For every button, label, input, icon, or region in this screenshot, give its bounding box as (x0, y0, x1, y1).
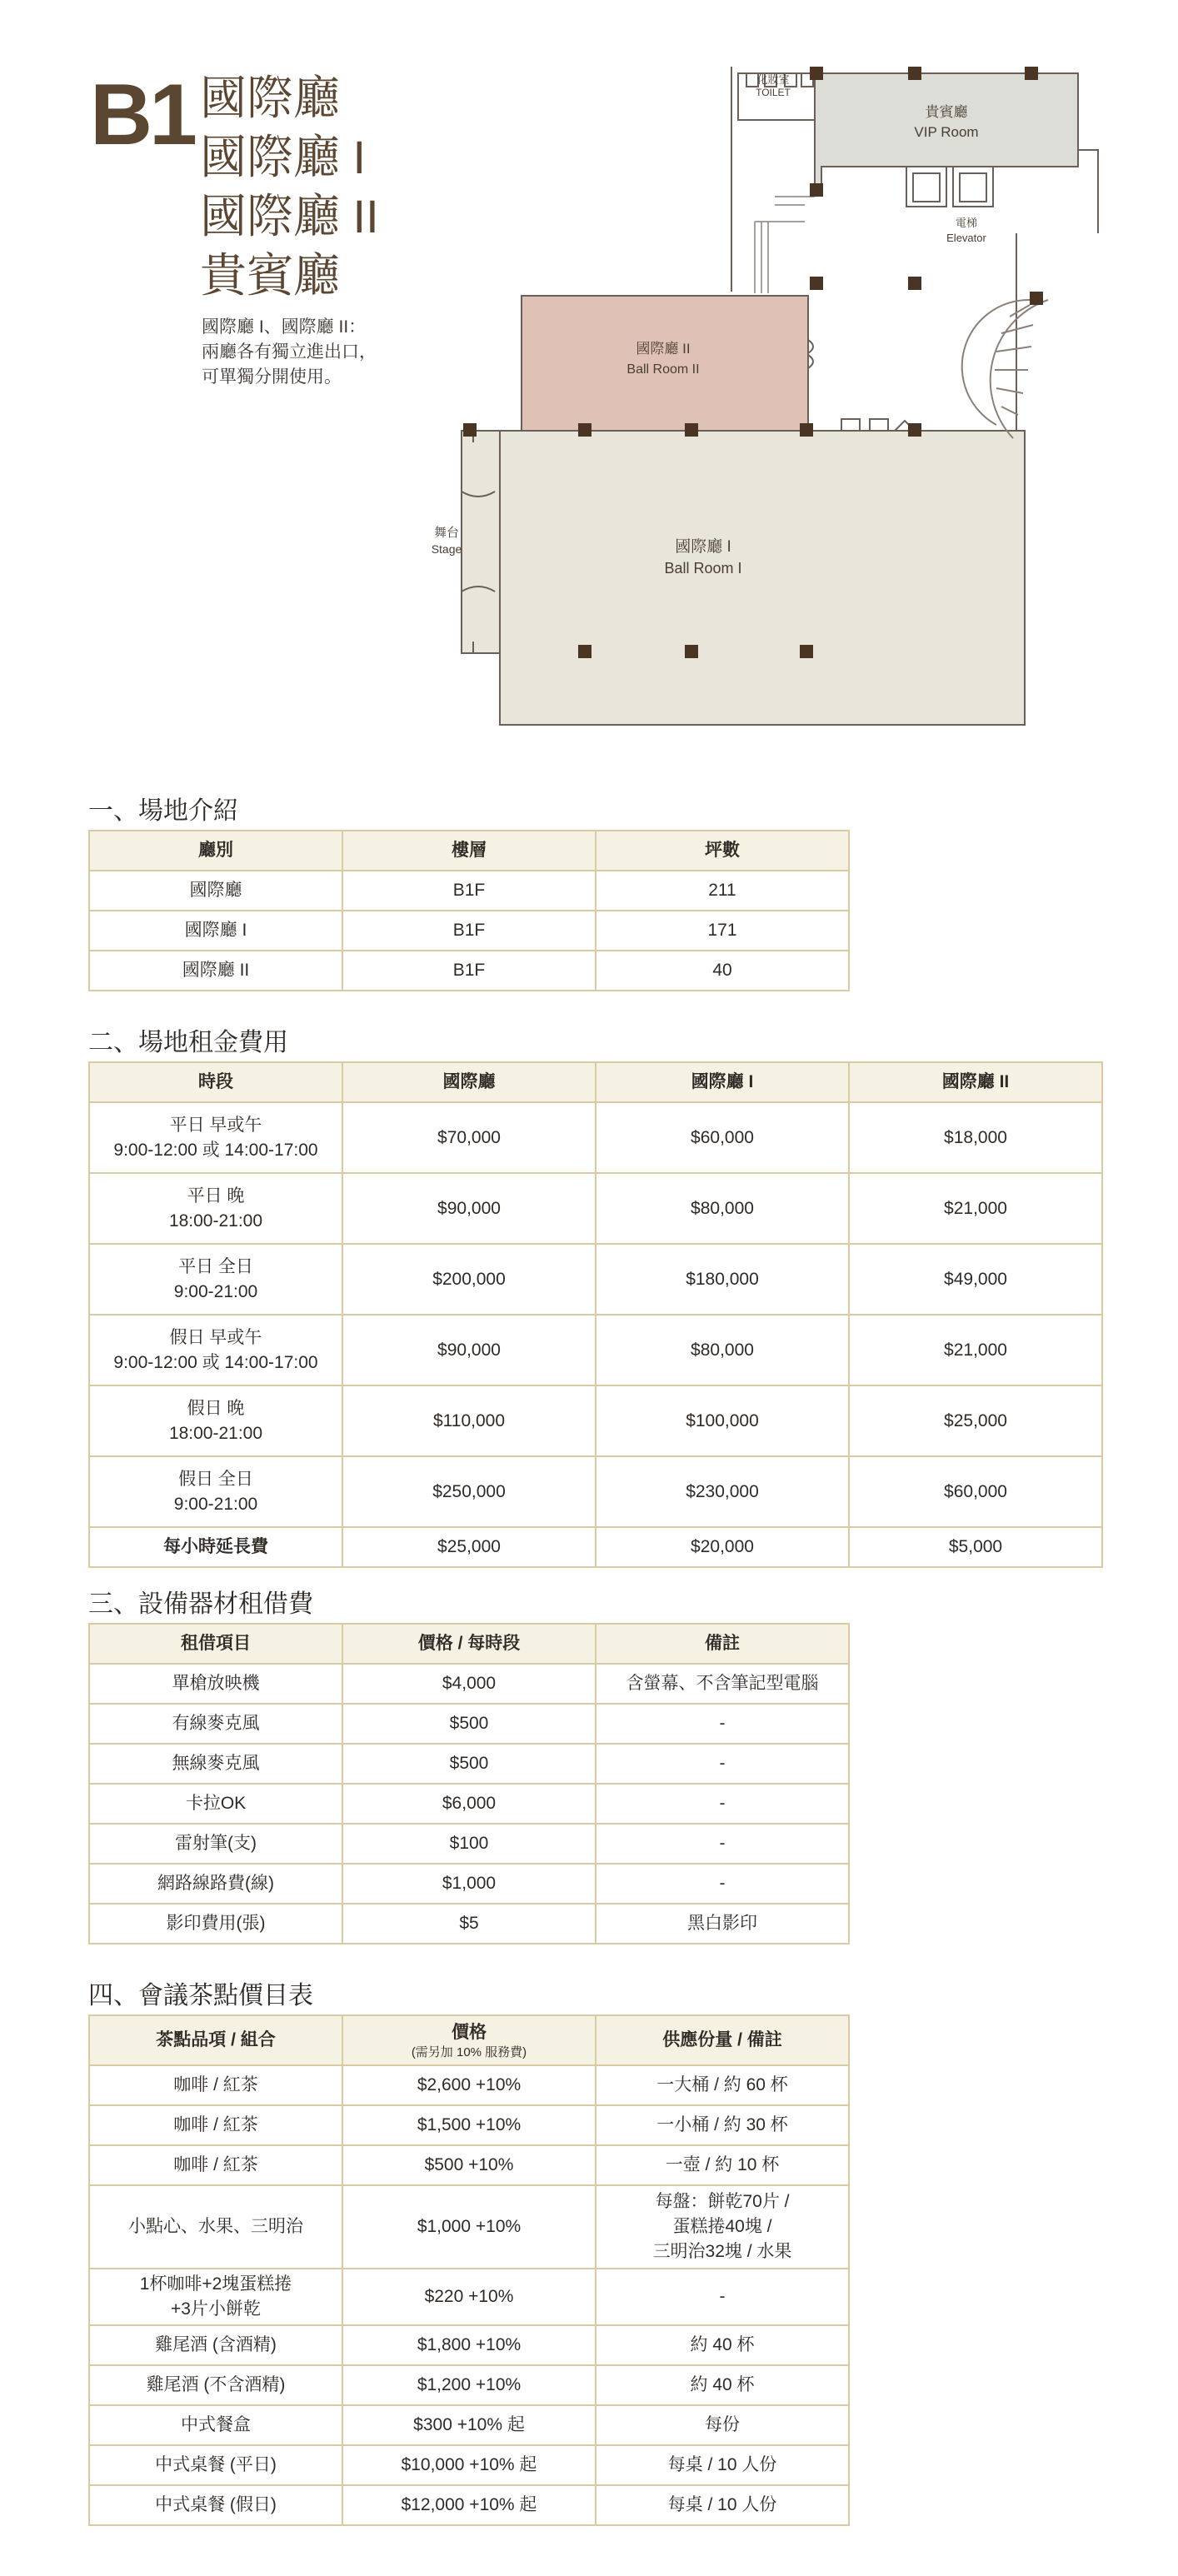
note-cell: - (596, 1744, 849, 1784)
column-header: 租借項目 (89, 1624, 342, 1664)
column-mark (810, 277, 823, 290)
table-row (89, 1315, 1102, 1385)
price-cell: $12,000 +10% 起 (342, 2485, 596, 2525)
table-row (89, 1824, 849, 1864)
table-row (89, 951, 849, 991)
serving-cell: 每份 (596, 2405, 849, 2445)
price-cell: $230,000 (596, 1456, 849, 1527)
price-cell: $25,000 (342, 1527, 596, 1567)
table-row (89, 1784, 849, 1824)
time-slot-cell (89, 1244, 342, 1315)
hall-title: 國際廳 I (200, 131, 367, 183)
column-mark (685, 423, 698, 437)
time-slot-label: 平日 早或午 (169, 1115, 262, 1135)
time-slot-hours: 9:00-12:00 或 14:00-17:00 (113, 1140, 318, 1160)
note-cell: - (596, 1824, 849, 1864)
column-mark (685, 645, 698, 658)
time-slot-cell (89, 1102, 342, 1173)
item-cell: 雷射筆(支) (89, 1824, 342, 1864)
column-header: 國際廳 II (849, 1062, 1102, 1102)
stage-label-en: Stage (431, 542, 462, 556)
price-cell: $200,000 (342, 1244, 596, 1315)
item-cell: 影印費用(張) (89, 1904, 342, 1944)
table-row (89, 1704, 849, 1744)
area-cell: 171 (596, 911, 849, 951)
time-slot-label: 假日 晚 (187, 1398, 245, 1418)
ballroom-ii-label-en: Ball Room II (626, 362, 700, 377)
price-cell: $60,000 (596, 1102, 849, 1173)
ballroom-i (462, 431, 1025, 725)
column-header: 時段 (89, 1062, 342, 1102)
table-row (89, 2185, 849, 2269)
column-mark (908, 67, 921, 80)
floor-cell: B1F (342, 911, 596, 951)
item-cell: 單槍放映機 (89, 1664, 342, 1704)
rent-table (88, 1061, 1103, 1568)
table-row (89, 2145, 849, 2185)
column-header: 樓層 (342, 831, 596, 871)
price-cell: $110,000 (342, 1385, 596, 1456)
item-cell: 中式桌餐 (假日) (89, 2485, 342, 2525)
price-cell: $500 (342, 1744, 596, 1784)
hall-title-list (200, 68, 379, 305)
price-cell: $20,000 (596, 1527, 849, 1567)
price-cell: $1,000 (342, 1864, 596, 1904)
column-header: 備註 (596, 1624, 849, 1664)
table-row (89, 1527, 1102, 1567)
service-charge-note: (需另加 10% 服務費) (411, 2045, 527, 2059)
price-cell: $21,000 (849, 1315, 1102, 1385)
column-mark (810, 67, 823, 80)
hall-name-cell: 國際廳 (89, 871, 342, 911)
table-row (89, 2405, 849, 2445)
column-header: 廳別 (89, 831, 342, 871)
serving-cell: 約 40 杯 (596, 2365, 849, 2405)
rent-section-title: 二、場地租金費用 (88, 1029, 288, 1056)
item-cell: 網路線路費(線) (89, 1864, 342, 1904)
item-cell: 有線麥克風 (89, 1704, 342, 1744)
venue-section-title: 一、場地介紹 (88, 797, 238, 825)
time-slot-label: 平日 晚 (187, 1186, 245, 1206)
price-header-label: 價格 (452, 2023, 487, 2042)
vip-label: 貴賓廳 (925, 104, 968, 120)
serving-cell: 約 40 杯 (596, 2325, 849, 2365)
column-mark (908, 423, 921, 437)
time-slot-cell (89, 1456, 342, 1527)
table-row (89, 1244, 1102, 1315)
table-row (89, 1664, 849, 1704)
note-cell: 黑白影印 (596, 1904, 849, 1944)
hall-note (202, 315, 377, 390)
area-cell: 211 (596, 871, 849, 911)
table-row (89, 2485, 849, 2525)
time-slot-hours: 9:00-21:00 (173, 1494, 258, 1514)
elevator-label-en: Elevator (946, 232, 986, 244)
table-header-row (89, 831, 849, 871)
equipment-section-title: 三、設備器材租借費 (88, 1590, 313, 1618)
item-cell: 中式桌餐 (平日) (89, 2445, 342, 2485)
time-slot-label: 假日 全日 (178, 1469, 253, 1489)
price-cell: $80,000 (596, 1173, 849, 1244)
price-cell: $18,000 (849, 1102, 1102, 1173)
price-cell: $90,000 (342, 1315, 596, 1385)
hall-title: 國際廳 II (200, 190, 379, 242)
price-cell: $500 +10% (342, 2145, 596, 2185)
table-row (89, 2065, 849, 2105)
item-cell: 咖啡 / 紅茶 (89, 2105, 342, 2145)
tea-table (88, 2014, 850, 2526)
price-cell: $2,600 +10% (342, 2065, 596, 2105)
hall-name-cell: 國際廳 I (89, 911, 342, 951)
note-cell: - (596, 1864, 849, 1904)
table-row (89, 1744, 849, 1784)
price-cell: $60,000 (849, 1456, 1102, 1527)
toilet-label-en: TOILET (756, 87, 791, 98)
item-cell: 雞尾酒 (不含酒精) (89, 2365, 342, 2405)
item-cell: 雞尾酒 (含酒精) (89, 2325, 342, 2365)
column-header: 國際廳 (342, 1062, 596, 1102)
serving-cell: 一大桶 / 約 60 杯 (596, 2065, 849, 2105)
serving-cell: 每桌 / 10 人份 (596, 2445, 849, 2485)
tea-section-title: 四、會議茶點價目表 (88, 1982, 313, 2009)
time-slot-label: 假日 早或午 (169, 1327, 262, 1347)
serving-cell: 每桌 / 10 人份 (596, 2485, 849, 2525)
price-cell: $300 +10% 起 (342, 2405, 596, 2445)
column-mark (908, 277, 921, 290)
table-header-row (89, 2015, 849, 2065)
vip-label-en: VIP Room (914, 124, 979, 140)
price-cell: $5,000 (849, 1527, 1102, 1567)
column-mark (578, 423, 591, 437)
column-header: 國際廳 I (596, 1062, 849, 1102)
price-cell: $220 +10% (342, 2269, 596, 2325)
price-cell: $1,000 +10% (342, 2185, 596, 2269)
time-slot-hours: 18:00-21:00 (168, 1423, 263, 1443)
item-cell: 卡拉OK (89, 1784, 342, 1824)
table-row (89, 1456, 1102, 1527)
column-mark (810, 183, 823, 197)
price-cell: $250,000 (342, 1456, 596, 1527)
table-row (89, 911, 849, 951)
hall-name-cell: 國際廳 II (89, 951, 342, 991)
table-row (89, 1173, 1102, 1244)
column-mark (800, 645, 813, 658)
item-cell (89, 2269, 342, 2325)
column-mark (463, 423, 477, 437)
price-cell: $70,000 (342, 1102, 596, 1173)
column-header: 坪數 (596, 831, 849, 871)
column-header: 供應份量 / 備註 (596, 2015, 849, 2065)
table-row (89, 2445, 849, 2485)
serving-cell (596, 2185, 849, 2269)
time-slot-hours: 9:00-12:00 或 14:00-17:00 (113, 1352, 318, 1372)
item-cell: 咖啡 / 紅茶 (89, 2145, 342, 2185)
price-cell: $100,000 (596, 1385, 849, 1456)
table-header-row (89, 1062, 1102, 1102)
note-line: 兩廳各有獨立進出口， (202, 342, 377, 362)
price-cell: $1,500 +10% (342, 2105, 596, 2145)
area-cell: 40 (596, 951, 849, 991)
item-line: 1杯咖啡+2塊蛋糕捲 (139, 2274, 292, 2294)
table-row (89, 2269, 849, 2325)
column-mark (578, 645, 591, 658)
floor-cell: B1F (342, 871, 596, 911)
note-cell: - (596, 1784, 849, 1824)
note-cell: - (596, 1704, 849, 1744)
table-row (89, 871, 849, 911)
column-header (342, 2015, 596, 2065)
hall-title: 貴賓廳 (200, 249, 340, 302)
serving-line: 三明治32塊 / 水果 (652, 2242, 792, 2261)
price-cell: $21,000 (849, 1173, 1102, 1244)
price-cell: $180,000 (596, 1244, 849, 1315)
price-cell: $80,000 (596, 1315, 849, 1385)
price-cell: $6,000 (342, 1784, 596, 1824)
price-cell: $500 (342, 1704, 596, 1744)
time-slot-cell (89, 1385, 342, 1456)
toilet-label: 化妝室 (756, 73, 790, 86)
item-cell: 小點心、水果、三明治 (89, 2185, 342, 2269)
note-cell: 含螢幕、不含筆記型電腦 (596, 1664, 849, 1704)
time-slot-cell (89, 1315, 342, 1385)
column-header: 價格 / 每時段 (342, 1624, 596, 1664)
table-row (89, 1864, 849, 1904)
serving-cell: 一壺 / 約 10 杯 (596, 2145, 849, 2185)
table-row (89, 1904, 849, 1944)
overtime-fee-label: 每小時延長費 (89, 1527, 342, 1567)
serving-line: 蛋糕捲40塊 / (672, 2217, 772, 2236)
stair-lines (755, 197, 815, 293)
time-slot-label: 平日 全日 (178, 1256, 253, 1276)
table-header-row (89, 1624, 849, 1664)
floor-cell: B1F (342, 951, 596, 991)
column-mark (1030, 292, 1043, 305)
note-line: 可單獨分開使用。 (202, 367, 342, 387)
time-slot-hours: 18:00-21:00 (168, 1211, 263, 1231)
time-slot-hours: 9:00-21:00 (173, 1281, 258, 1301)
column-mark (1025, 67, 1038, 80)
price-cell: $100 (342, 1824, 596, 1864)
stage-label: 舞台 (433, 526, 460, 540)
equipment-table (88, 1623, 850, 1944)
floor-code: B1 (90, 67, 194, 163)
price-cell: $90,000 (342, 1173, 596, 1244)
price-cell: $49,000 (849, 1244, 1102, 1315)
item-line: +3片小餅乾 (171, 2299, 261, 2319)
note-line: 國際廳 I、國際廳 II： (202, 317, 367, 337)
column-mark (800, 423, 813, 437)
price-cell: $4,000 (342, 1664, 596, 1704)
column-header: 茶點品項 / 組合 (89, 2015, 342, 2065)
floor-plan (413, 58, 1113, 733)
table-row (89, 2365, 849, 2405)
serving-cell: 一小桶 / 約 30 杯 (596, 2105, 849, 2145)
price-cell: $25,000 (849, 1385, 1102, 1456)
ballroom-i-label-en: Ball Room I (664, 560, 742, 577)
ballroom-i-label: 國際廳 I (675, 538, 731, 556)
spiral-staircase (962, 300, 1048, 438)
price-cell: $10,000 +10% 起 (342, 2445, 596, 2485)
item-cell: 咖啡 / 紅茶 (89, 2065, 342, 2105)
price-cell: $1,800 +10% (342, 2325, 596, 2365)
item-cell: 中式餐盒 (89, 2405, 342, 2445)
table-row (89, 2105, 849, 2145)
table-row (89, 1385, 1102, 1456)
time-slot-cell (89, 1173, 342, 1244)
hall-title: 國際廳 (200, 72, 340, 124)
price-cell: $1,200 +10% (342, 2365, 596, 2405)
elevator-label: 電梯 (955, 217, 978, 229)
venue-table (88, 830, 850, 991)
ballroom-ii-label: 國際廳 II (636, 341, 691, 357)
table-row (89, 1102, 1102, 1173)
price-cell: $5 (342, 1904, 596, 1944)
serving-cell: - (596, 2269, 849, 2325)
item-cell: 無線麥克風 (89, 1744, 342, 1784)
serving-line: 每盤：餅乾70片 / (655, 2192, 790, 2211)
table-row (89, 2325, 849, 2365)
